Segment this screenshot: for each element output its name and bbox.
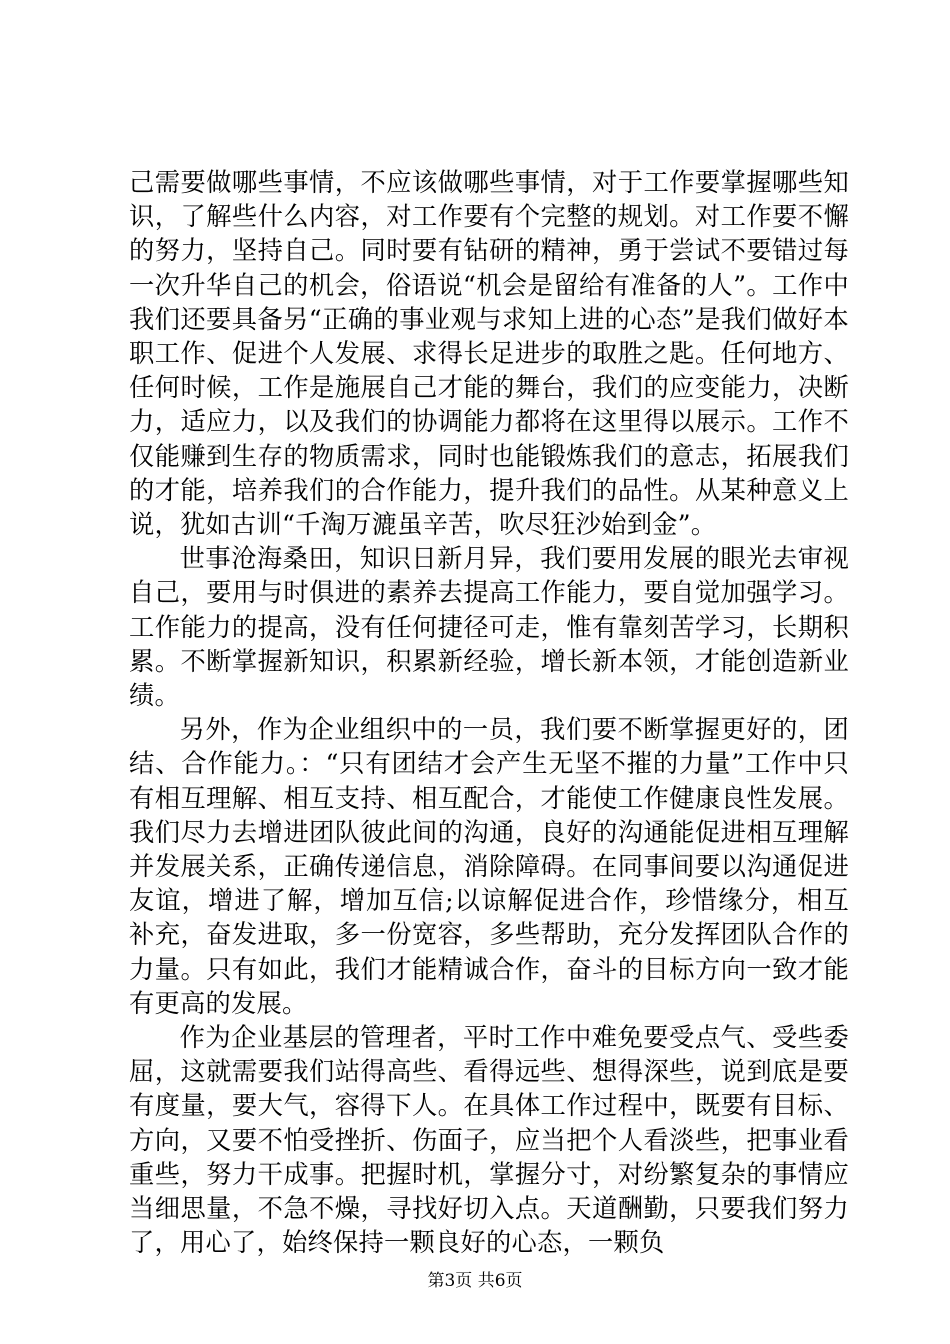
paragraph-3: 另外，作为企业组织中的一员，我们要不断掌握更好的，团结、合作能力。：“只有团结才会产生无坚不摧的力量”工作中只有相互理解、相互支持、相互配合，才能使工作健康良性发展。我们尽力去增进团队彼此间的沟通，良好的沟通能促进相互理解并发展关系，正确传递信息，消除障碍。在同事间要以沟通促进友谊，增进了解，增加互信;以谅解促进合作，珍惜缘分，相互补充，奋发进取，多一份宽容，多些帮助，充分发挥团队合作的力量。只有如此，我们才能精诚合作，奋斗的目标方向一致才能有更高的发展。 [129, 715, 849, 1018]
page-number-footer: 第3页 共6页 [427, 1271, 523, 1291]
paragraph-2: 世事沧海桑田，知识日新月异，我们要用发展的眼光去审视自己，要用与时俱进的素养去提高工作能力，要自觉加强学习。工作能力的提高，没有任何捷径可走，惟有靠刻苦学习，长期积累。不断掌握新知识，积累新经验，增长新本领，才能创造新业绩。 [129, 544, 849, 711]
paragraph-4: 作为企业基层的管理者，平时工作中难免要受点气、受些委屈，这就需要我们站得高些、看得远些、想得深些，说到底是要有度量，要大气，容得下人。在具体工作过程中，既要有目标、方向，又要不怕受挫折、伤面子，应当把个人看淡些，把事业看重些，努力干成事。把握时机，掌握分寸，对纷繁复杂的事情应当细思量，不急不燥，寻找好切入点。天道酬勤，只要我们努力了，用心了，始终保持一颗良好的心态，一颗负 [129, 1023, 849, 1258]
paragraph-1: 己需要做哪些事情，不应该做哪些事情，对于工作要掌握哪些知识，了解些什么内容，对工作要有个完整的规划。对工作要不懈的努力，坚持自己。同时要有钻研的精神，勇于尝试不要错过每一次升华自己的机会，俗语说“机会是留给有准备的人”。工作中我们还要具备另“正确的事业观与求知上进的心态”是我们做好本职工作、促进个人发展、求得长足进步的取胜之匙。任何地方、任何时候，工作是施展自己才能的舞台，我们的应变能力，决断力，适应力，以及我们的协调能力都将在这里得以展示。工作不仅能赚到生存的物质需求，同时也能锻炼我们的意志，拓展我们的才能，培养我们的合作能力，提升我们的品性。从某种意义上说，犹如古训“千淘万漉虽辛苦，吹尽狂沙始到金”。 [129, 168, 849, 540]
document-body [129, 166, 849, 1261]
